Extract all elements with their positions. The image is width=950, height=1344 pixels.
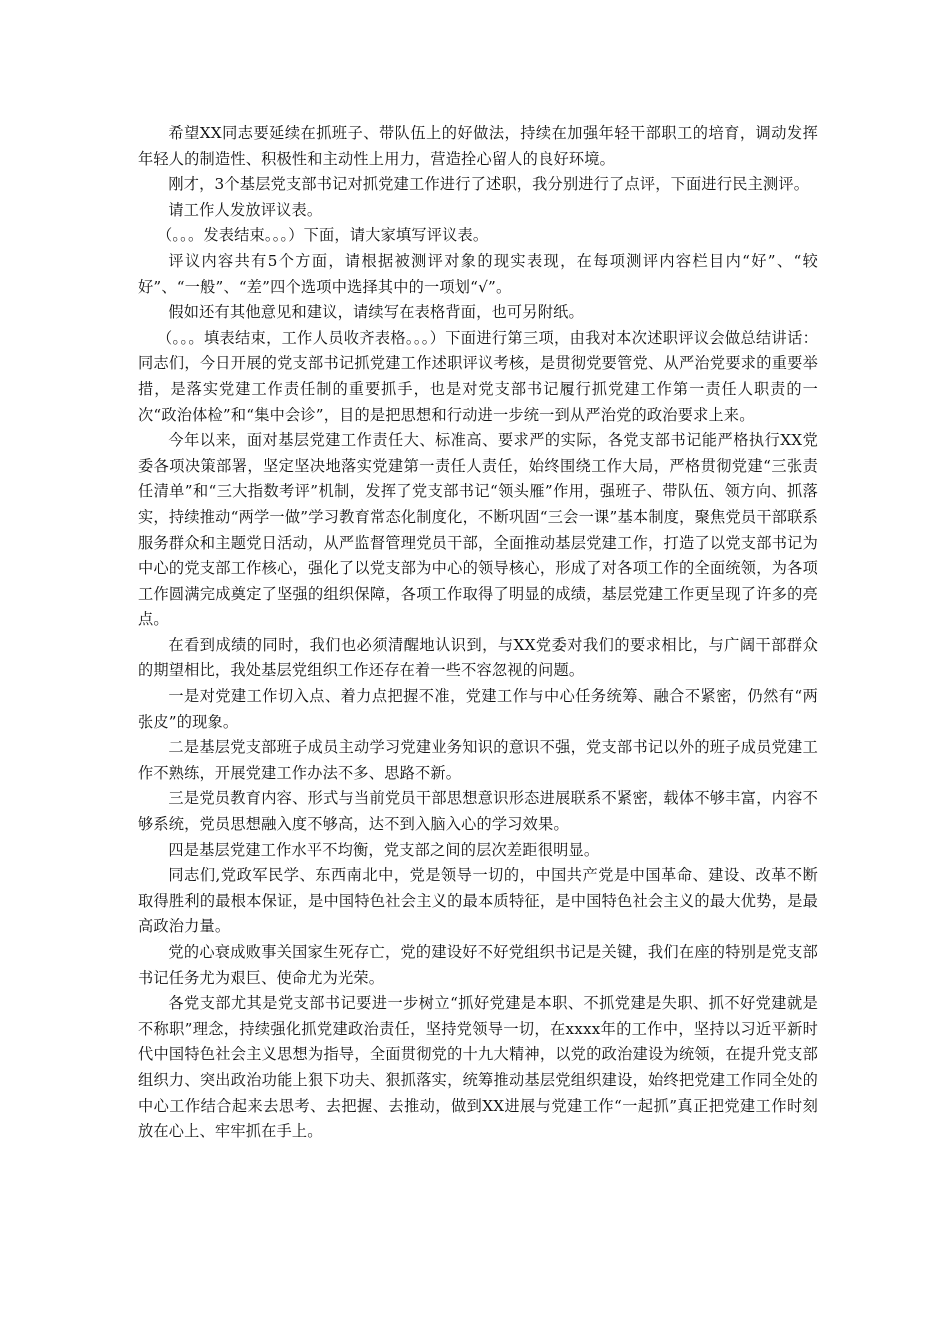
- paragraph-16: 各党支部尤其是党支部书记要进一步树立“抓好党建是本职、不抓党建是失职、抓不好党建就是不称职”理念，持续强化抓党建政治责任，坚持党领导一切，在xxxx年的工作中，坚持以习近平新时代中国特色社会主义思想为指导，全面贯彻党的十九大精神，以党的政治建设为统领，在提升党支部组织力、突出政治功能上狠下功夫、狠抓落实，统筹推动基层党组织建设，始终把党建工作同全处的中心工作结合起来去思考、去把握、去推动，做到XX进展与党建工作“一起抓”真正把党建工作时刻放在心上、牢牢抓在手上。: [138, 994, 818, 1141]
- paragraph-15: 党的心衰成败事关国家生死存亡，党的建设好不好党组织书记是关键，我们在座的特别是党支部书记任务尤为艰巨、使命尤为光荣。: [138, 943, 818, 987]
- paragraph-5: 评议内容共有5个方面，请根据被测评对象的现实表现，在每项测评内容栏目内“好”、“较好”、“一般”、“差”四个选项中选择其中的一项划“√”。: [138, 251, 818, 296]
- paragraph-4: （。。。发表结束。。。）下面，请大家填写评议表。: [157, 226, 489, 245]
- paragraph-2: 刚才，3个基层党支部书记对抓党建工作进行了述职，我分别进行了点评，下面进行民主测评。: [168, 175, 810, 194]
- paragraph-10: 一是对党建工作切入点、着力点把握不准，党建工作与中心任务统筹、融合不紧密，仍然有“两张皮”的现象。: [138, 687, 818, 731]
- paragraph-7: （。。。填表结束，工作人员收齐表格。。。）下面进行第三项，由我对本次述职评议会做总结讲话：同志们，今日开展的党支部书记抓党建工作述职评议考核，是贯彻党要管党、从严治党要求的重要举措，是落实党建工作责任制的重要抓手，也是对党支部书记履行抓党建工作第一责任人职责的一次“政治体检”和“集中会诊”，目的是把思想和行动进一步统一到从严治党的政治要求上来。: [138, 328, 818, 424]
- paragraph-6: 假如还有其他意见和建议，请续写在表格背面，也可另附纸。: [168, 303, 584, 322]
- paragraph-11: 二是基层党支部班子成员主动学习党建业务知识的意识不强，党支部书记以外的班子成员党建工作不熟练，开展党建工作办法不多、思路不新。: [138, 738, 818, 782]
- paragraph-1: 希望XX同志要延续在抓班子、带队伍上的好做法，持续在加强年轻干部职工的培育，调动发挥年轻人的制造性、积极性和主动性上用力，营造拴心留人的良好环境。: [138, 124, 818, 168]
- paragraph-13: 四是基层党建工作水平不均衡，党支部之间的层次差距很明显。: [168, 840, 600, 859]
- paragraph-12: 三是党员教育内容、形式与当前党员干部思想意识形态进展联系不紧密，载体不够丰富，内容不够系统，党员思想融入度不够高，达不到入脑入心的学习效果。: [138, 789, 818, 834]
- document-body: [138, 121, 818, 1145]
- paragraph-9: 在看到成绩的同时，我们也必须清醒地认识到，与XX党委对我们的要求相比，与广阔干部群众的期望相比，我处基层党组织工作还存在着一些不容忽视的问题。: [138, 635, 818, 680]
- paragraph-3: 请工作人发放评议表。: [168, 200, 323, 219]
- paragraph-8: 今年以来，面对基层党建工作责任大、标准高、要求严的实际，各党支部书记能严格执行XX党委各项决策部署，坚定坚决地落实党建第一责任人责任，始终围绕工作大局，严格贯彻党建“三张责任清单”和“三大指数考评”机制，发挥了党支部书记“领头雁”作用，强班子、带队伍、领方向、抓落实，持续推动“两学一做”学习教育常态化制度化，不断巩固“三会一课”基本制度，聚焦党员干部联系服务群众和主题党日活动，从严监督管理党员干部，全面推动基层党建工作，打造了以党支部书记为中心的党支部工作核心，强化了以党支部为中心的领导核心，形成了对各项工作的全面统领，为各项工作圆满完成奠定了坚强的组织保障，各项工作取得了明显的成绩，基层党建工作更呈现了许多的亮点。: [138, 431, 818, 629]
- paragraph-14: 同志们,党政军民学、东西南北中，党是领导一切的，中国共产党是中国革命、建设、改革不断取得胜利的最根本保证，是中国特色社会主义的最本质特征，是中国特色社会主义的最大优势，是最高政治力量。: [138, 866, 818, 936]
